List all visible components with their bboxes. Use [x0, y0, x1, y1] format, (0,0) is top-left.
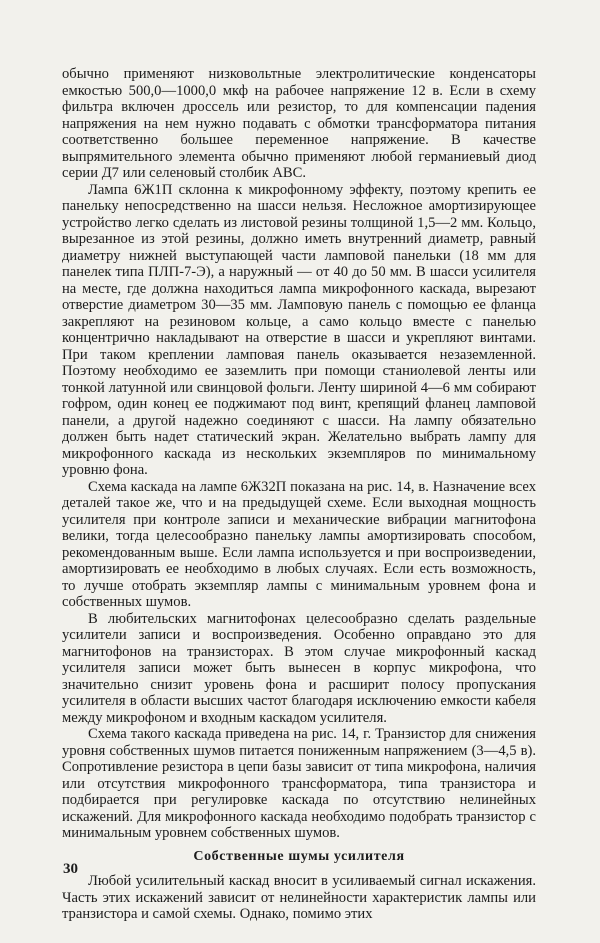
paragraph-amateur-recorders: В любительских магнитофонах целесообразно сделать раздельные усилители записи и воспроизведения. Особенно оправдано это для магнитофонов на транзисторах. В этом случае микрофонный каскад усилителя записи может быть вынесен в корпус микрофона, что значительно снизит уровень фона и расширит полосу пропускания усилителя в области высших частот благодаря исключению емкости кабеля между микрофоном и входным каскадом усилителя. [62, 610, 536, 726]
paragraph-lamp-6zh32p: Схема каскада на лампе 6Ж32П показана на рис. 14, в. Назначение всех деталей такое же, что и на предыдущей схеме. Если выходная мощность усилителя при контроле записи и механические вибрации магнитофона велики, тогда целесообразно панельку лампы амортизировать способом, рекомендованным выше. Если лампа используется и при воспроизведении, амортизировать ее необходимо в любых случаях. Если есть возможность, то лучше отобрать экземпляр лампы с минимальным уровнем фона и собственных шумов. [62, 478, 536, 610]
paragraph-continuation: обычно применяют низковольтные электролитические конденсаторы емкостью 500,0—1000,0 мкф на рабочее напряжение 12 в. Если в схему фильтра включен дроссель или резистор, то для компенсации падения напряжения на нем нужно подавать с обмотки трансформатора питания соответственно большее переменное напряжение. В качестве выпрямительного элемента обычно применяют любой германиевый диод серии Д7 или селеновый столбик АВС. [62, 66, 536, 181]
paragraph-lamp-6zh1p: Лампа 6Ж1П склонна к микрофонному эффекту, поэтому крепить ее панельку непосредственно на шасси нельзя. Несложное амортизирующее устройство легко сделать из листовой резины толщиной 1,5—2 мм. Кольцо, вырезанное из этой резины, должно иметь внутренний диаметр, равный диаметру нижней выступающей части ламповой панельки (18 мм для панелек типа ПЛП-7-Э), а наружный — от 40 до 50 мм. В шасси усилителя на месте, где должна находиться лампа микрофонного каскада, вырезают отверстие диаметром 30—35 мм. Ламповую панель с помощью ее фланца закрепляют на резиновом кольце, а само кольцо вместе с панелью концентрично накладывают на отверстие в шасси и укрепляют винтами. При таком креплении ламповая панель оказывается незаземленной. Поэтому необходимо ее заземлить при помощи станиолевой ленты или тонкой латунной или свинцовой фольги. Ленту шириной 4—6 мм собирают гофром, один конец ее поджимают под винт, крепящий фланец ламповой панели, а другой надежно соединяют с шасси. На лампу обязательно должен быть надет статический экран. Желательно выбрать лампу для микрофонного каскада из нескольких экземпляров по минимальному уровню фона. [62, 181, 536, 478]
section-heading: Собственные шумы усилителя [193, 848, 405, 864]
paragraph-transistor-stage: Схема такого каскада приведена на рис. 14, г. Транзистор для снижения уровня собственных шумов питается пониженным напряжением (3—4,5 в). Сопротивление резистора в цепи базы зависит от типа микрофона, наличия или отсутствия микрофонного трансформатора, типа транзистора и подбирается при регулировке каскада по отсутствию нелинейных искажений. Для микрофонного каскада необходимо подобрать транзистор с минимальным уровнем собственных шумов. [62, 726, 536, 841]
page-number: 30 [63, 861, 78, 877]
text-column [62, 66, 536, 923]
paragraph-distortion: Любой усилительный каскад вносит в усиливаемый сигнал искажения. Часть этих искажений зависит от нелинейности характеристик лампы или транзистора и самой схемы. Однако, помимо этих [62, 873, 536, 922]
